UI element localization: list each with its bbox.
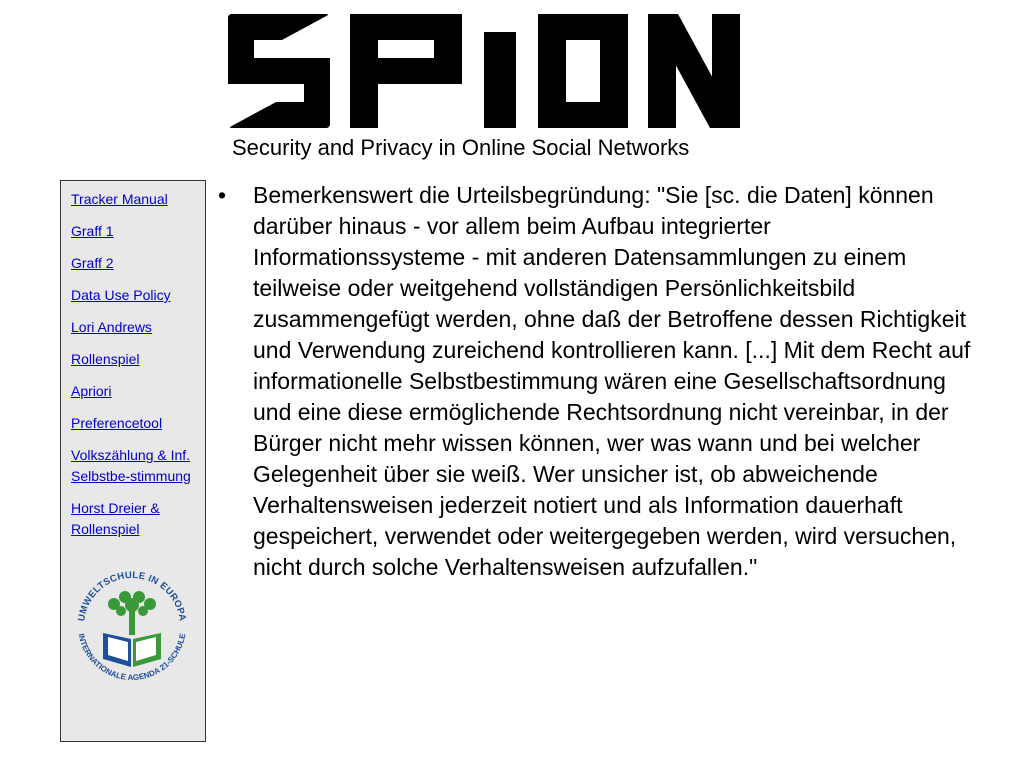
sidebar-link-horst-dreier[interactable]: Horst Dreier & Rollenspiel bbox=[71, 500, 160, 537]
quote-paragraph: Bemerkenswert die Urteilsbegründung: "Sie [sc. die Daten] können darüber hinaus - vor allem beim Aufbau integrierter Informationssysteme - mit anderen Datensammlungen zu einem teilweise oder weitgehend vollständigen Persönlichkeitsbild zusammengefügt werden, ohne daß der Betroffene dessen Richtigkeit und Verwendung zureichend kontrollieren kann. [...] Mit dem Recht auf informationelle Selbstbestimmung wären eine Gesellschaftsordnung und eine diese ermöglichende Rechtsordnung nicht vereinbar, in der Bürger nicht mehr wissen können, wer was wann und bei welcher Gelegenheit über sie weiß. Wer unsicher ist, ob abweichende Verhaltensweisen jederzeit notiert und als Information dauerhaft gespeichert, verwendet oder weitergegeben werden, wird versuchen, nicht durch solche Verhaltensweisen aufzufallen." bbox=[253, 182, 971, 580]
bullet-marker: • bbox=[218, 182, 227, 208]
sidebar-link-data-use-policy[interactable]: Data Use Policy bbox=[71, 287, 171, 303]
umweltschule-seal-graphic bbox=[65, 559, 199, 693]
sidebar-link-preferencetool[interactable]: Preferencetool bbox=[71, 415, 163, 431]
sidebar-link-tracker-manual[interactable]: Tracker Manual bbox=[71, 191, 168, 207]
seal-top-text: UMWELTSCHULE IN EUROPA bbox=[76, 569, 188, 623]
site-subtitle: Security and Privacy in Online Social Networks bbox=[232, 135, 690, 160]
sidebar-link-graff-2[interactable]: Graff 2 bbox=[71, 255, 114, 271]
book-icon bbox=[103, 633, 161, 667]
sidebar-nav bbox=[60, 180, 206, 742]
sidebar-link-graff-1[interactable]: Graff 1 bbox=[71, 223, 114, 239]
seal-bottom-text: INTERNATIONALE AGENDA 21-SCHULE bbox=[76, 632, 188, 683]
svg-text:INTERNATIONALE AGENDA 21-SCHUL bbox=[77, 632, 188, 682]
umweltschule-seal bbox=[65, 559, 199, 698]
spion-logo bbox=[226, 10, 742, 132]
sidebar-link-rollenspiel[interactable]: Rollenspiel bbox=[71, 351, 140, 367]
tree-icon bbox=[108, 591, 156, 635]
sidebar-link-volkszaehlung[interactable]: Volkszählung & Inf. Selbstbe-stimmung bbox=[71, 447, 191, 484]
sidebar-link-apriori[interactable]: Apriori bbox=[71, 383, 112, 399]
sidebar-link-lori-andrews[interactable]: Lori Andrews bbox=[71, 319, 152, 335]
spion-logo-graphic bbox=[226, 10, 742, 132]
main-content bbox=[218, 180, 978, 583]
